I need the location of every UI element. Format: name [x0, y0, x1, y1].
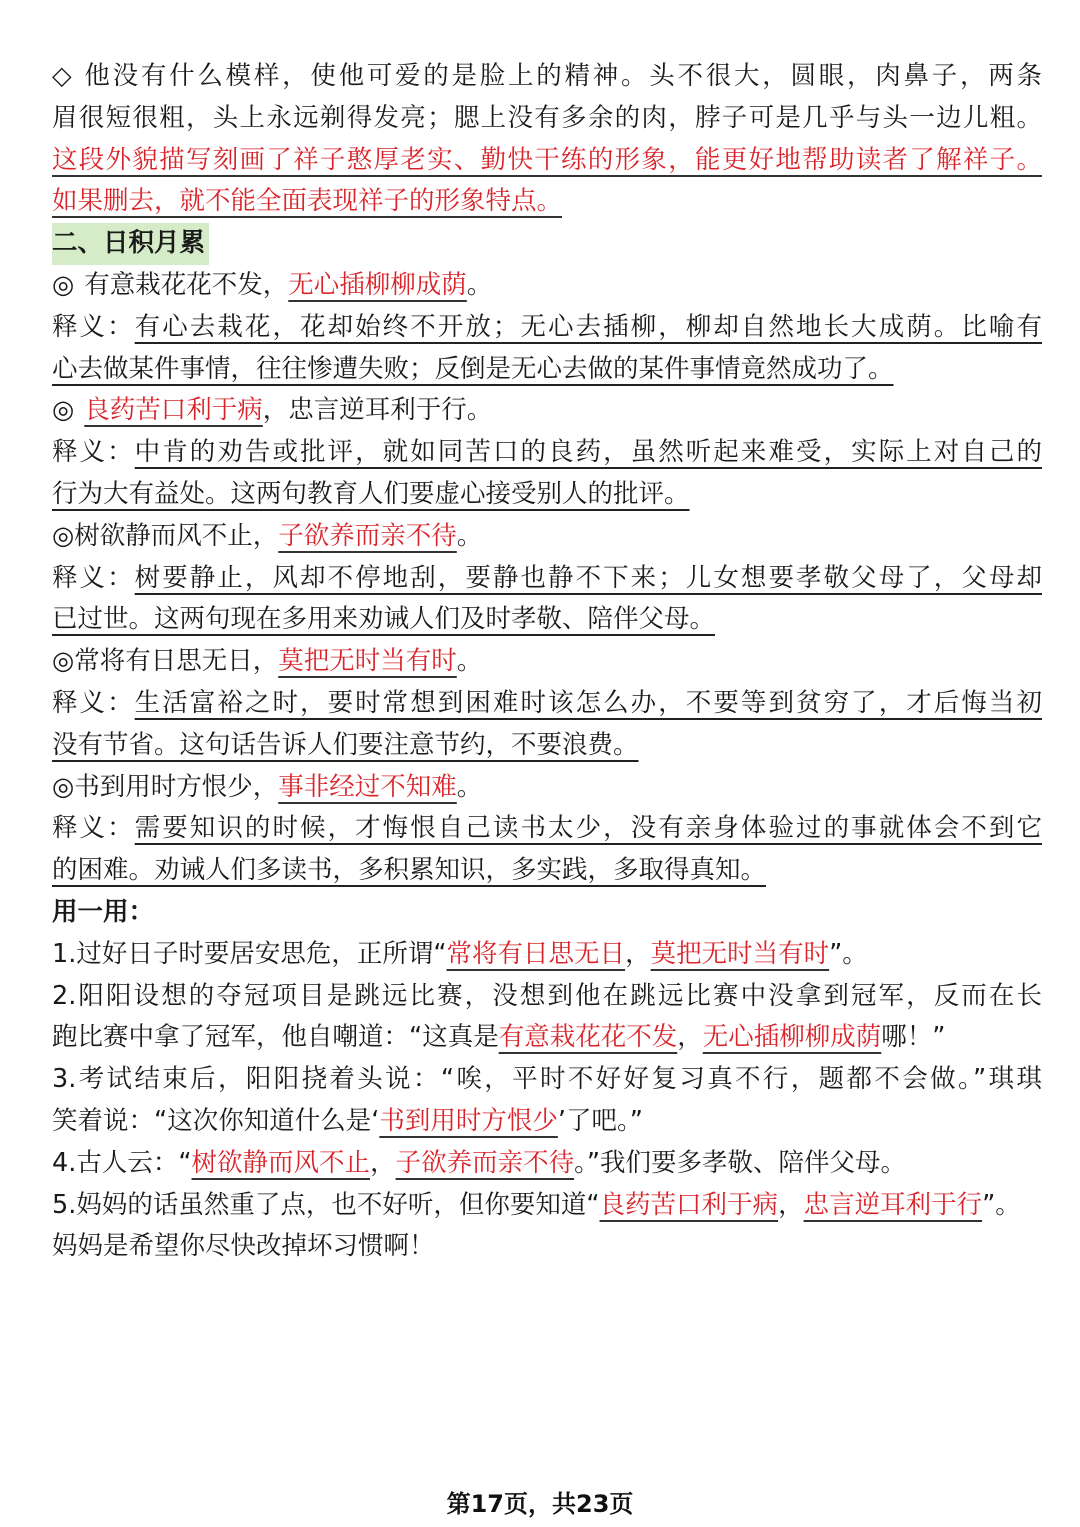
circle-bullet-icon: ◎ — [52, 520, 75, 551]
document-page — [52, 56, 1042, 1268]
circle-bullet-icon: ◎ — [52, 395, 75, 426]
proverb-1-explain-2: 心去做某件事情，往往惨遭失败；反倒是无心去做的某件事情竟然成功了。 — [52, 353, 894, 384]
page-number: 第17页，共23页 — [446, 1490, 634, 1518]
circle-bullet-icon: ◎ — [52, 269, 75, 300]
intro-answer-line-2: 如果删去，就不能全面表现祥子的形象特点。 — [52, 186, 563, 217]
usage-q2-line-2: 跑比赛中拿了冠军，他自嘲道：“这真是有意栽花花不发，无心插柳柳成荫哪！” — [52, 1022, 946, 1053]
diamond-icon: ◇ — [52, 61, 75, 91]
proverb-4: ◎常将有日思无日，莫把无时当有时。 — [52, 646, 483, 677]
proverb-3-explain-2: 已过世。这两句现在多用来劝诫人们及时孝敬、陪伴父母。 — [52, 604, 716, 635]
intro-line-1: ◇ 他没有什么模样，使他可爱的是脸上的精神。头不很大，圆眼，肉鼻子，两条 — [52, 61, 1042, 91]
section-title-row — [52, 223, 1042, 265]
section-title: 二、日积月累 — [52, 223, 209, 265]
usage-q2-line-1: 2.阳阳设想的夺冠项目是跳远比赛，没想到他在跳远比赛中没拿到冠军，反而在长 — [52, 980, 1042, 1011]
intro-answer-line-1: 这段外貌描写刻画了祥子憨厚老实、勤快干练的形象，能更好地帮助读者了解祥子。 — [52, 144, 1042, 175]
usage-q3-line-1: 3.考试结束后，阳阳挠着头说：“唉，平时不好好复习真不行，题都不会做。”琪琪 — [52, 1064, 1042, 1095]
usage-title: 用一用： — [52, 896, 155, 927]
proverb-3-explain-1: 释义：树要静止，风却不停地刮，要静也静不下来；儿女想要孝敬父母了，父母却 — [52, 562, 1042, 593]
circle-bullet-icon: ◎ — [52, 771, 75, 802]
usage-q3-line-2: 笑着说：“这次你知道什么是‘书到用时方恨少’了吧。” — [52, 1105, 643, 1136]
proverb-5: ◎书到用时方恨少，事非经过不知难。 — [52, 771, 483, 802]
proverb-4-explain-2: 没有节省。这句话告诉人们要注意节约，不要浪费。 — [52, 729, 639, 760]
proverb-2-explain-1: 释义：中肯的劝告或批评，就如同苦口的良药，虽然听起来难受，实际上对自己的 — [52, 437, 1042, 468]
usage-q5-line-1: 5.妈妈的话虽然重了点，也不好听，但你要知道“良药苦口利于病，忠言逆耳利于行”。 — [52, 1189, 1021, 1220]
proverb-2-explain-2: 行为大有益处。这两句教育人们要虚心接受别人的批评。 — [52, 478, 690, 509]
proverb-5-explain-2: 的困难。劝诫人们多读书，多积累知识，多实践，多取得真知。 — [52, 855, 767, 886]
circle-bullet-icon: ◎ — [52, 646, 75, 677]
intro-line-2: 眉很短很粗，头上永远剃得发亮；腮上没有多余的肉，脖子可是几乎与头一边儿粗。 — [52, 102, 1042, 133]
usage-q5-line-2: 妈妈是希望你尽快改掉坏习惯啊！ — [52, 1231, 435, 1262]
usage-q4: 4.古人云：“树欲静而风不止，子欲养而亲不待。”我们要多孝敬、陪伴父母。 — [52, 1147, 907, 1178]
proverb-5-explain-1: 释义：需要知识的时候，才悔恨自己读书太少，没有亲身体验过的事就体会不到它 — [52, 813, 1042, 844]
proverb-4-explain-1: 释义：生活富裕之时，要时常想到困难时该怎么办，不要等到贫穷了，才后悔当初 — [52, 687, 1042, 718]
proverb-3: ◎树欲静而风不止，子欲养而亲不待。 — [52, 520, 483, 551]
proverb-1: ◎ 有意栽花花不发，无心插柳柳成荫。 — [52, 269, 493, 300]
proverb-2: ◎ 良药苦口利于病，忠言逆耳利于行。 — [52, 395, 493, 426]
proverb-1-explain-1: 释义：有心去栽花，花却始终不开放；无心去插柳，柳却自然地长大成荫。比喻有 — [52, 311, 1042, 342]
usage-q1: 1.过好日子时要居安思危，正所谓“常将有日思无日，莫把无时当有时”。 — [52, 938, 868, 969]
